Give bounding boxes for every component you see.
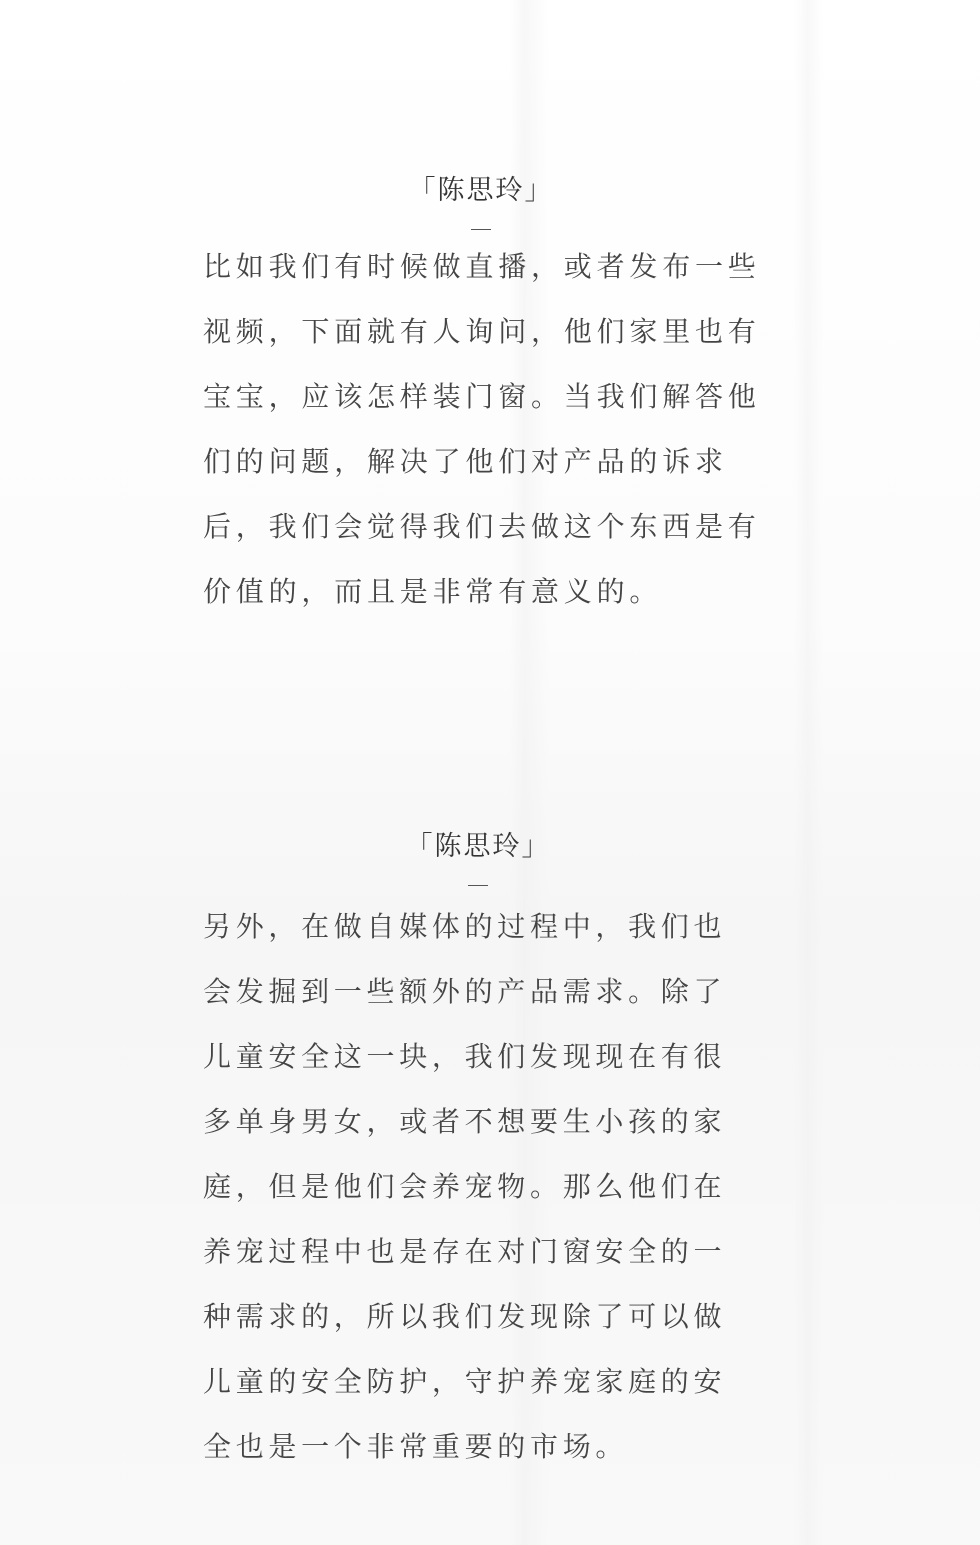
speaker-name: 「陈思玲」: [405, 831, 551, 862]
quote-line: 儿童安全这一块，我们发现现在有很: [203, 1040, 727, 1073]
quote-block-1: [203, 170, 759, 624]
quote-line: 庭，但是他们会养宠物。那么他们在: [203, 1170, 727, 1203]
quote-block-2: [203, 826, 753, 1479]
speaker-name: 「陈思玲」: [408, 175, 554, 206]
title-divider: [471, 229, 491, 230]
quote-line: 比如我们有时候做直播，或者发布一些: [203, 250, 761, 283]
quote-line: 后，我们会觉得我们去做这个东西是有: [203, 510, 761, 543]
quote-line: 另外，在做自媒体的过程中，我们也: [203, 910, 727, 943]
quote-line: 视频，下面就有人询问，他们家里也有: [203, 315, 761, 348]
quote-line: 多单身男女，或者不想要生小孩的家: [203, 1105, 727, 1138]
quote-line: 价值的，而且是非常有意义的。: [203, 575, 663, 608]
quote-line: 养宠过程中也是存在对门窗安全的一: [203, 1235, 727, 1268]
quote-paragraph: [203, 894, 753, 1479]
title-divider: [468, 885, 488, 886]
quote-line: 们的问题，解决了他们对产品的诉求: [203, 445, 728, 478]
quote-line: 宝宝，应该怎样装门窗。当我们解答他: [203, 380, 761, 413]
quote-line: 儿童的安全防护，守护养宠家庭的安: [203, 1365, 727, 1398]
quote-line: 种需求的，所以我们发现除了可以做: [203, 1300, 727, 1333]
quote-line: 全也是一个非常重要的市场。: [203, 1430, 629, 1463]
quote-line: 会发掘到一些额外的产品需求。除了: [203, 975, 727, 1008]
quote-paragraph: [203, 234, 759, 624]
